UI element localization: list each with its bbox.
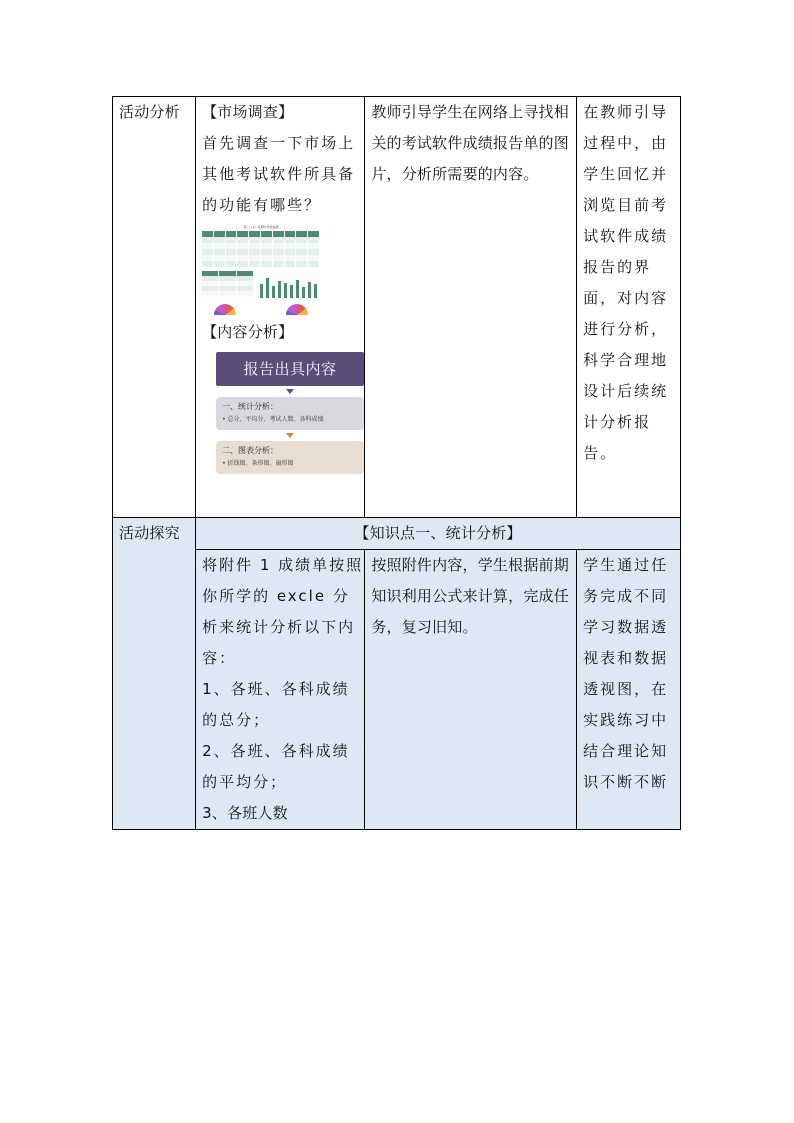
statistics-box	[216, 397, 364, 430]
down-arrow-icon	[286, 389, 294, 394]
charts-heading: 二、图表分析：	[222, 446, 279, 455]
explore-task-cell	[196, 550, 365, 830]
activity-analysis-content-cell	[196, 97, 365, 518]
thumbnail-pie-chart-1	[214, 304, 236, 315]
charts-box	[216, 441, 364, 474]
task-item-3: 3、各班人数	[202, 804, 288, 822]
market-survey-text: 首先调查一下市场上其他考试软件所具备的功能有哪些？	[202, 134, 356, 214]
activity-explore-header-row	[113, 518, 681, 550]
task-item-2: 2、各班、各科成绩的平均分；	[202, 742, 350, 791]
market-survey-heading: 【市场调查】	[202, 103, 294, 121]
thumbnail-title: 高二（1）班期中考试成绩	[243, 225, 279, 229]
activity-analysis-row	[113, 97, 681, 518]
student-activity-text: 按照附件内容，学生根据前期知识利用公式来计算，完成任务，复习旧知。	[365, 550, 577, 830]
statistics-items: • 总分、平均分、考试人数、各科成绩	[222, 416, 324, 423]
thumbnail-pie-chart-2	[286, 304, 308, 315]
task-item-1: 1、各班、各科成绩的总分；	[202, 680, 350, 729]
task-intro: 将附件 1 成绩单按照你所学的 excle 分析来统计分析以下内容：	[202, 556, 364, 667]
activity-explore-row	[113, 550, 681, 830]
design-intent-text: 在教师引导过程中，由学生回忆并浏览目前考试软件成绩报告的界面，对内容进行分析，科学合理地设计后续统计分析报告。	[577, 97, 681, 518]
charts-items: • 折线图、条形图、扇形图	[222, 460, 294, 467]
report-content-diagram	[216, 352, 364, 474]
down-arrow-icon	[286, 433, 294, 438]
activity-explore-label: 活动探究	[113, 518, 196, 830]
score-report-thumbnail	[202, 225, 320, 315]
explore-intent-text: 学生通过任务完成不同学习数据透视表和数据透视图，在实践练习中结合理论知识不断不断	[577, 550, 681, 830]
content-analysis-heading: 【内容分析】	[202, 323, 294, 341]
thumbnail-stats-table	[202, 271, 254, 301]
teacher-activity-text: 教师引导学生在网络上寻找相关的考试软件成绩报告单的图片，分析所需要的内容。	[365, 97, 577, 518]
activity-analysis-label: 活动分析	[113, 97, 196, 518]
thumbnail-table	[202, 231, 320, 269]
lesson-plan-table	[112, 96, 681, 830]
diagram-title: 报告出具内容	[216, 352, 364, 386]
knowledge-point-heading: 【知识点一、统计分析】	[196, 518, 681, 550]
thumbnail-bar-chart	[256, 271, 320, 301]
statistics-heading: 一、统计分析：	[222, 402, 279, 411]
